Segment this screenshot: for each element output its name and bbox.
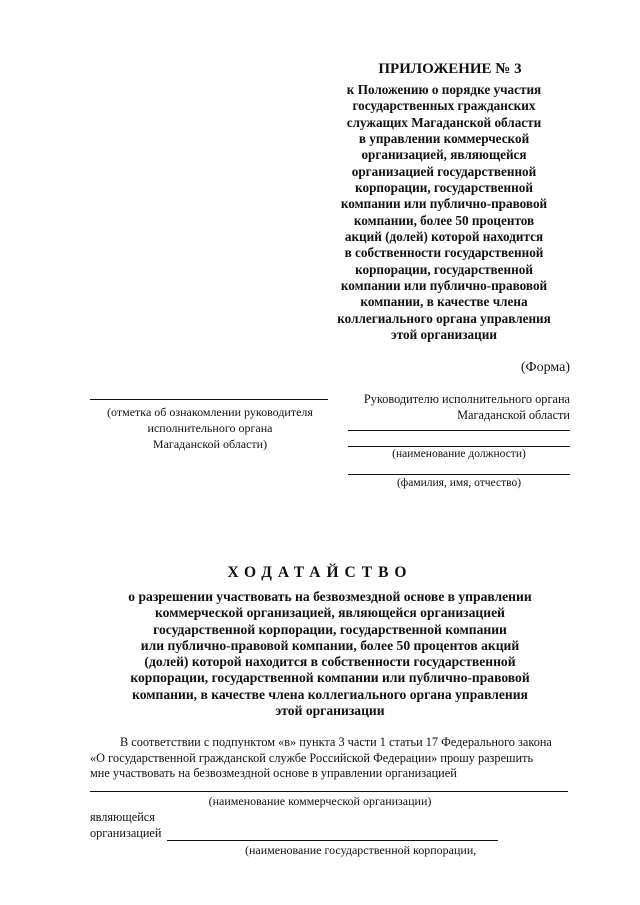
appendix-line: в управлении коммерческой	[358, 131, 530, 147]
appendix-line: служащих Магаданской области	[346, 114, 542, 130]
appendix-title: ПРИЛОЖЕНИЕ № 3	[378, 61, 522, 77]
appendix-line: акций (долей) которой находится	[344, 229, 544, 245]
petition-title: ХОДАТАЙСТВО	[227, 564, 413, 581]
organization-label: организацией	[90, 826, 162, 840]
subtitle-line: о разрешении участвовать на безвозмездной основе в управлении	[128, 589, 532, 604]
appendix-line: этой организации	[391, 327, 497, 343]
subtitle-line: корпорации, государственной компании или публично-правовой	[130, 670, 530, 686]
commercial-organization-caption: (наименование коммерческой организации)	[208, 794, 432, 808]
form-label: (Форма)	[520, 360, 570, 375]
subtitle-line: этой организации	[275, 703, 385, 719]
subtitle-line: компании, в качестве члена коллегиального органа управления	[132, 686, 528, 702]
appendix-line: корпорации, государственной	[355, 180, 533, 196]
commercial-organization-field-line[interactable]	[90, 791, 568, 792]
position-field-line[interactable]	[348, 430, 570, 431]
state-corporation-field-line[interactable]	[167, 840, 498, 841]
caption-line: Магаданской области)	[152, 437, 268, 452]
caption-line: исполнительного органа	[147, 421, 273, 436]
appendix-line: компании или публично-правовой	[340, 196, 548, 212]
appendix-description	[318, 82, 570, 344]
subtitle-line: коммерческой организацией, являющейся организацией	[155, 605, 505, 621]
full-name-caption: (фамилия, имя, отчество)	[396, 477, 522, 489]
appendix-line: организацией, являющейся	[361, 147, 527, 163]
body-line: В соответствии с подпунктом «в» пункта 3 части 1 статьи 17 Федерального закона	[120, 735, 552, 749]
body-line: мне участвовать на безвозмездной основе в управлении организацией	[90, 766, 457, 781]
appendix-line: коллегиального органа управления	[337, 310, 551, 326]
addressee-line: Магаданской области	[457, 407, 570, 422]
position-field-line[interactable]	[348, 446, 570, 447]
being-label: являющейся	[90, 810, 155, 824]
appendix-line: к Положению о порядке участия	[346, 82, 542, 97]
position-caption: (наименование должности)	[392, 448, 526, 460]
subtitle-line: государственной корпорации, государственной компании	[153, 621, 507, 637]
appendix-line: компании, более 50 процентов	[353, 212, 535, 228]
appendix-line: компании или публично-правовой	[340, 278, 548, 294]
petition-body	[90, 735, 572, 782]
appendix-line: корпорации, государственной	[355, 261, 533, 277]
petition-subtitle	[100, 589, 560, 719]
body-line: «О государственной гражданской службе Российской Федерации» прошу разрешить	[90, 750, 534, 765]
subtitle-line: (долей) которой находится в собственности государственной	[144, 654, 516, 670]
appendix-line: организацией государственной	[351, 163, 537, 179]
subtitle-line: или публично-правовой компании, более 50 процентов акций	[140, 637, 520, 653]
appendix-line: в собственности государственной	[344, 245, 544, 261]
appendix-line: компании, в качестве члена	[360, 294, 528, 310]
acknowledgment-signature-line[interactable]	[90, 399, 328, 400]
full-name-field-line[interactable]	[348, 474, 570, 475]
state-corporation-caption: (наименование государственной корпорации,	[245, 843, 477, 857]
acknowledgment-caption	[90, 404, 330, 453]
caption-line: (отметка об ознакомлении руководителя	[107, 405, 313, 419]
appendix-line: государственных гражданских	[352, 98, 536, 114]
addressee-line: Руководителю исполнительного органа	[363, 392, 570, 406]
addressee-block	[348, 392, 570, 423]
